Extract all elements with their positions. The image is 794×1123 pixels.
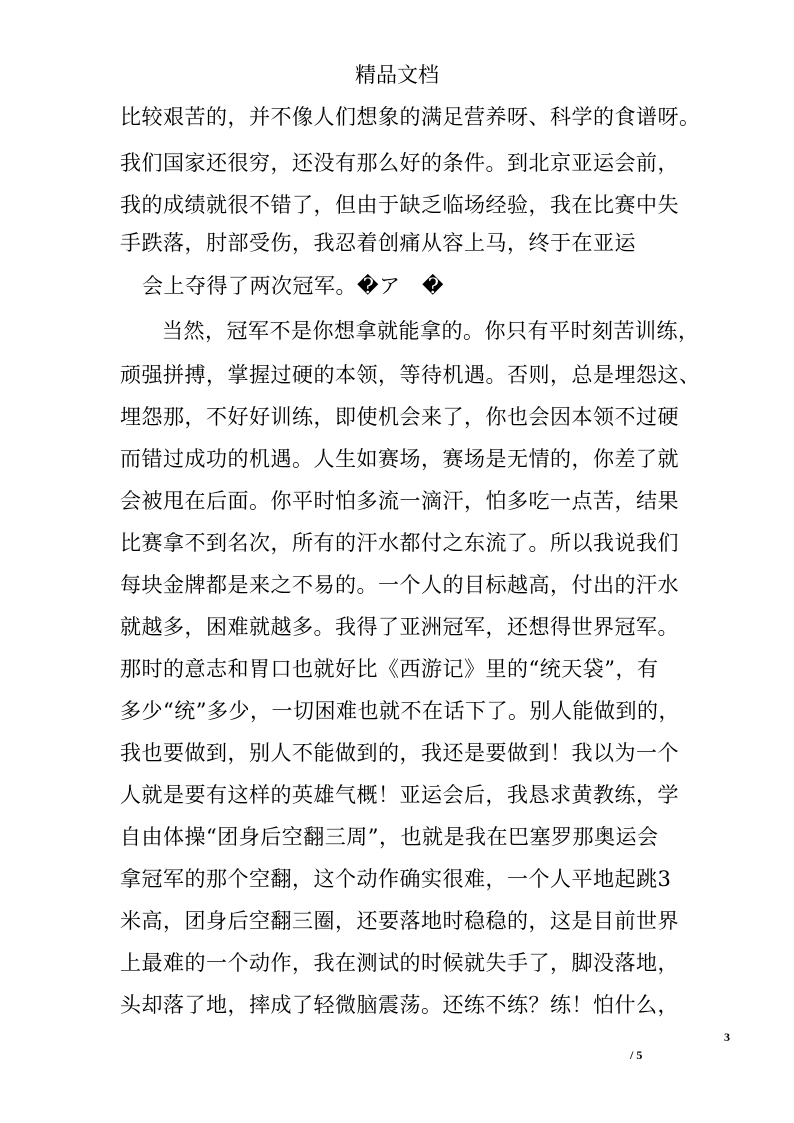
text-line: 比赛拿不到名次，所有的汗水都付之东流了。所以我说我们 [120,531,679,555]
text-line: 米高，团身后空翻三圈，还要落地时稳稳的，这是目前世界 [120,909,679,933]
page-total: / 5 [630,1048,643,1062]
text-line: 我们国家还很穷，还没有那么好的条件。到北京亚运会前， [120,151,679,175]
text-line: 自由体操“团身后空翻三周”，也就是我在巴塞罗那奥运会 [120,825,659,849]
text-line: 当然，冠军不是你想拿就能拿的。你只有平时刻苦训练， [162,319,700,343]
text-line: 我的成绩就很不错了，但由于缺乏临场经验，我在比赛中失 [120,193,679,217]
text-line: 会上夺得了两次冠军。�ア � [142,274,445,298]
text-line: 顽强拼搏，掌握过硬的本领，等待机遇。否则，总是埋怨这、 [120,363,701,387]
text-line: 埋怨那，不好好训练，即使机会来了，你也会因本领不过硬 [120,405,679,429]
text-line: 手跌落，肘部受伤，我忍着创痛从容上马，终于在亚运 [120,231,636,255]
text-line: 头却落了地，摔成了轻微脑震荡。还练不练？练！怕什么， [120,993,679,1017]
text-line: 比较艰苦的，并不像人们想象的满足营养呀、科学的食谱呀。 [120,105,701,129]
text-line: 人就是要有这样的英雄气概！亚运会后，我恳求黄教练，学 [120,783,679,807]
text-line: 而错过成功的机遇。人生如赛场，赛场是无情的，你差了就 [120,447,679,471]
text-line: 每块金牌都是来之不易的。一个人的目标越高，付出的汗水 [120,573,679,597]
text-line: 会被甩在后面。你平时怕多流一滴汗，怕多吃一点苦，结果 [120,489,679,513]
page-header-title: 精品文档 [355,63,439,87]
text-line: 多少“统”多少，一切困难也就不在话下了。别人能做到的， [120,699,680,723]
page-number: 3 [724,1030,730,1044]
text-line: 我也要做到，别人不能做到的，我还是要做到！我以为一个 [120,741,679,765]
text-line: 那时的意志和胃口也就好比《西游记》里的“统天袋”，有 [120,657,659,681]
text-line: 拿冠军的那个空翻，这个动作确实很难，一个人平地起跳3 [120,867,672,891]
text-line: 就越多，困难就越多。我得了亚洲冠军，还想得世界冠军。 [120,615,679,639]
text-line: 上最难的一个动作，我在测试的时候就失手了，脚没落地， [120,951,679,975]
